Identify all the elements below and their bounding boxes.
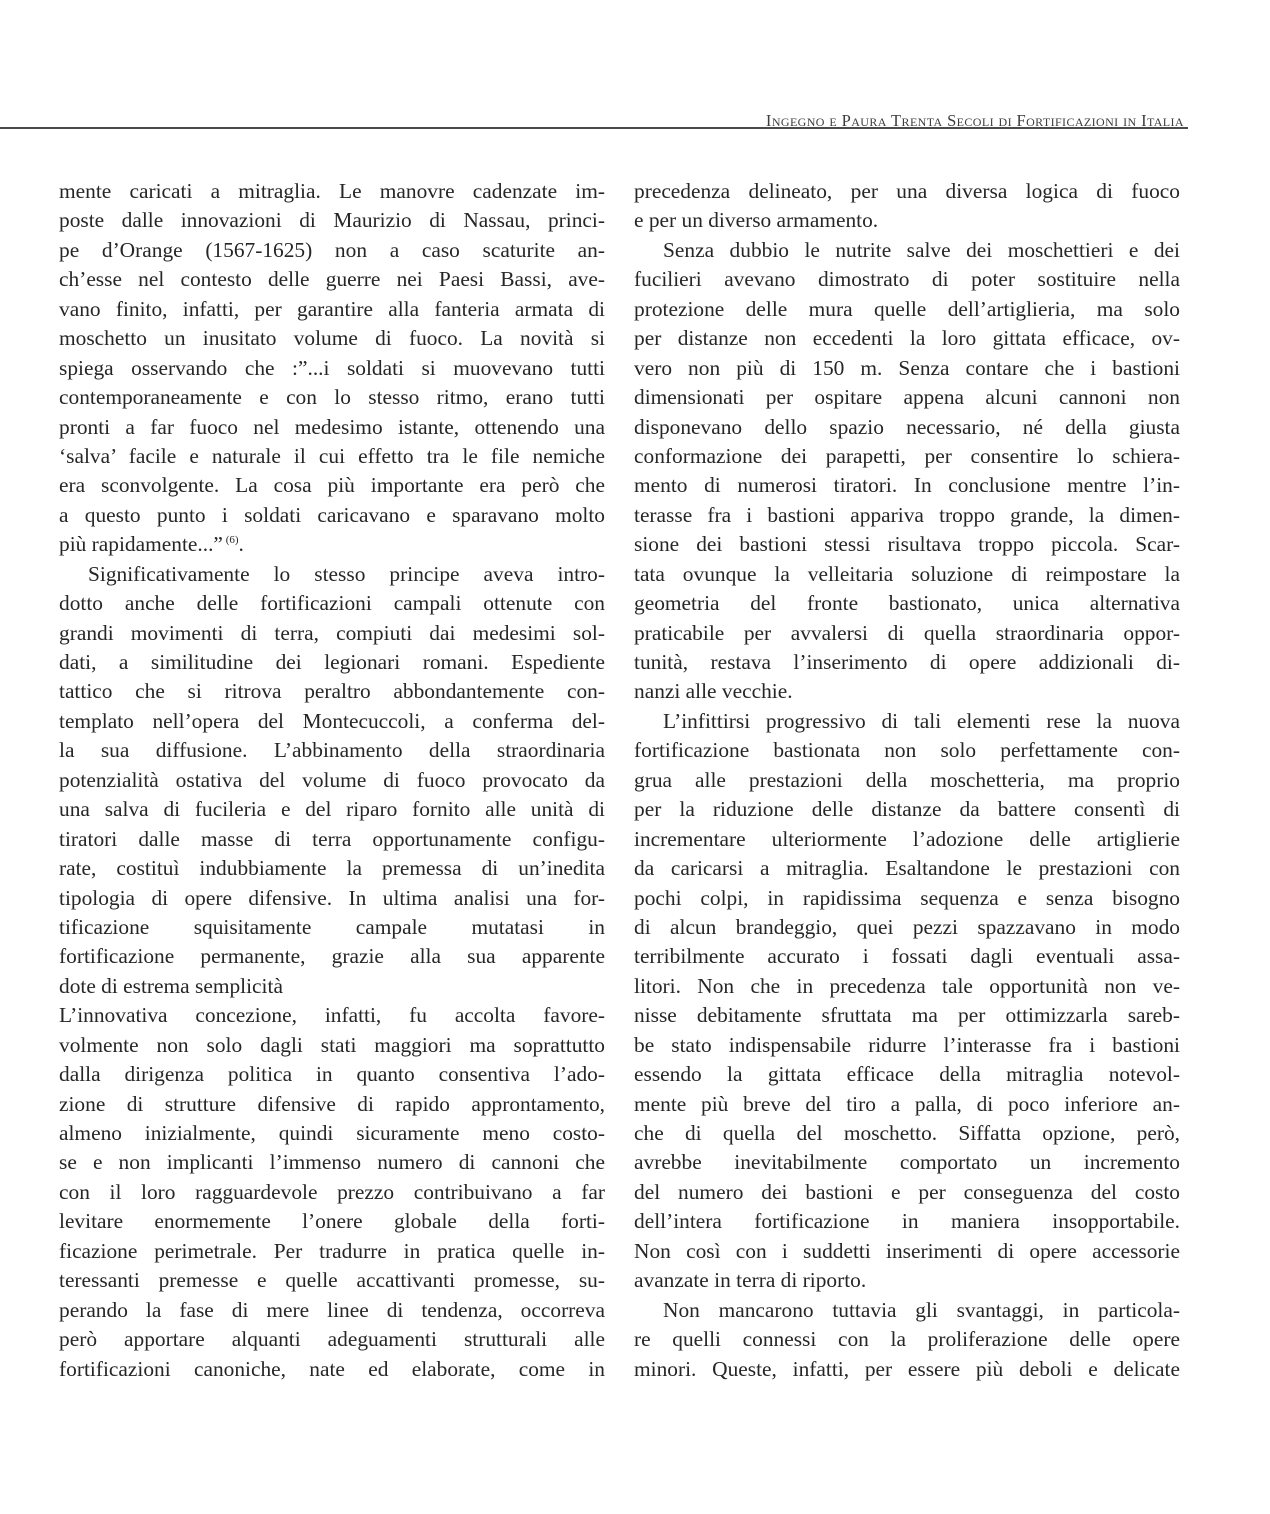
left-column-paragraph [59,1001,605,1384]
text-line: be stato indispensabile ridurre l’interasse fra i bastioni [634,1032,1180,1057]
text-line: sione dei bastioni stessi risultava troppo piccola. Scar- [634,532,1180,557]
text-line: minori. Queste, infatti, per essere più deboli e delicate [634,1356,1180,1381]
text-line: avanzate in terra di riporto. [634,1268,867,1293]
text-line: terribilmente accurato i fossati dagli eventuali assa- [634,944,1180,969]
text-line: tata ovunque la velleitaria soluzione di reimpostare la [634,561,1180,586]
text-line: se e non implicanti l’immenso numero di cannoni che [59,1150,605,1175]
text-line: Senza dubbio le nutrite salve dei moschettieri e dei [663,237,1180,262]
text-line: zione di strutture difensive di rapido approntamento, [59,1091,605,1116]
text-line: re quelli connessi con la proliferazione delle opere [634,1327,1180,1352]
text-line: nisse debitamente sfruttata ma per ottimizzarla sareb- [634,1003,1180,1028]
text-line: vero non più di 150 m. Senza contare che i bastioni [634,355,1180,380]
text-line: moschetto un inusitato volume di fuoco. La novità si [59,326,605,351]
text-line: ch’esse nel contesto delle guerre nei Paesi Bassi, ave- [59,267,605,292]
text-line: vano finito, infatti, per garantire alla fanteria armata di [59,296,605,321]
text-line: terasse fra i bastioni appariva troppo grande, la dimen- [634,502,1180,527]
text-line: la sua diffusione. L’abbinamento della straordinaria [59,738,605,763]
text-line: con il loro ragguardevole prezzo contribuivano a far [59,1179,605,1204]
text-line: pe d’Orange (1567-1625) non a caso scaturite an- [59,237,605,262]
text-line: litori. Non che in precedenza tale opportunità non ve- [634,973,1180,998]
text-line: e per un diverso armamento. [634,208,879,233]
right-column-paragraph [634,707,1180,1296]
text-line: dote di estrema semplicità [59,973,283,998]
text-line: levitare enormemente l’onere globale della forti- [59,1209,605,1234]
text-line: tunità, restava l’inserimento di opere addizionali di- [634,650,1180,674]
text-line: perando la fase di mere linee di tendenza, occorreva [59,1297,605,1322]
running-title: Ingegno e Paura Trenta Secoli di Fortificazioni in Italia [765,111,1184,130]
text-line: ‘salva’ facile e naturale il cui effetto tra le file nemiche [59,443,605,468]
footnote-trailing-punctuation: . [238,532,244,557]
text-line: fucilieri avevano dimostrato di poter sostituire nella [634,267,1180,292]
text-line: contemporaneamente e con lo stesso ritmo, erano tutti [59,385,605,410]
text-line: essendo la gittata efficace della mitraglia notevol- [634,1062,1180,1087]
text-line: mente caricati a mitraglia. Le manovre cadenzate im- [59,179,605,203]
text-line: teressanti premesse e quelle accattivanti promesse, su- [59,1268,605,1293]
text-line: rate, costituì indubbiamente la premessa di un’inedita [59,856,605,881]
text-line: da caricarsi a mitraglia. Esaltandone le prestazioni con [634,856,1180,881]
text-line: dalla dirigenza politica in quanto consentiva l’ado- [59,1062,605,1087]
text-line: più rapidamente...” $^{(6)}$. [59,532,244,557]
text-line: una salva di fucileria e del riparo fornito alle unità di [59,797,605,822]
text-line: geometria del fronte bastionato, unica alternativa [634,591,1180,616]
right-column-paragraph [634,177,1180,236]
text-line: praticabile per avvalersi di quella straordinaria oppor- [634,620,1180,645]
text-line: avrebbe inevitabilmente comportato un incremento [634,1150,1180,1175]
text-line: tiratori dalle masse di terra opportunamente configu- [59,826,605,851]
text-line: tattico che si ritrova peraltro abbondantemente con- [59,679,605,704]
text-line: che di quella del moschetto. Siffatta opzione, però, [634,1121,1180,1145]
right-column-paragraph [634,1296,1180,1384]
text-line: dotto anche delle fortificazioni campali ottenute con [59,591,605,616]
text-line: L’infittirsi progressivo di tali elementi rese la nuova [663,708,1180,733]
footnote-reference: (6) [222,534,239,547]
text-line: precedenza delineato, per una diversa logica di fuoco [634,179,1180,203]
text-line: dimensionati per ospitare appena alcuni cannoni non [634,385,1180,410]
right-text-column [634,177,1180,1384]
text-line: dati, a similitudine dei legionari romani. Espediente [59,650,605,674]
text-line: Significativamente lo stesso principe aveva intro- [88,561,605,586]
text-line: fortificazione permanente, grazie alla sua apparente [59,944,605,969]
text-line: almeno inizialmente, quindi sicuramente meno costo- [59,1121,605,1145]
text-line: protezione delle mura quelle dell’artiglieria, ma solo [634,296,1180,321]
text-line: conformazione dei parapetti, per consentire lo schiera- [634,443,1180,468]
text-line: L’innovativa concezione, infatti, fu accolta favore- [59,1003,605,1028]
text-line: tipologia di opere difensive. In ultima analisi una for- [59,885,605,910]
text-line: per distanze non eccedenti la loro gittata efficace, ov- [634,326,1180,351]
text-line: nanzi alle vecchie. [634,679,793,704]
text-line: templato nell’opera del Montecuccoli, a conferma del- [59,708,605,733]
text-line: poste dalle innovazioni di Maurizio di Nassau, princi- [59,208,605,233]
text-line: grandi movimenti di terra, compiuti dai medesimi sol- [59,620,605,645]
text-line: Non così con i suddetti inserimenti di opere accessorie [634,1238,1180,1263]
left-column-paragraph [59,177,605,560]
text-line: incrementare ulteriormente l’adozione delle artiglierie [634,826,1180,851]
text-line: grua alle prestazioni della moschetteria, ma proprio [634,767,1180,792]
text-line: mento di numerosi tiratori. In conclusione mentre l’in- [634,473,1180,498]
text-line: volmente non solo dagli stati maggiori ma soprattutto [59,1032,605,1057]
text-line: di alcun brandeggio, quei pezzi spazzavano in modo [634,914,1180,939]
text-line: fortificazioni canoniche, nate ed elaborate, come in [59,1356,605,1381]
left-text-column [59,177,605,1384]
text-line: fortificazione bastionata non solo perfettamente con- [634,738,1180,763]
text-line: tificazione squisitamente campale mutatasi in [59,914,605,939]
text-line: disponevano dello spazio necessario, né della giusta [634,414,1180,439]
text-line: pronti a far fuoco nel medesimo istante, ottenendo una [59,414,605,439]
text-line: pochi colpi, in rapidissima sequenza e senza bisogno [634,885,1180,910]
text-line: potenzialità ostativa del volume di fuoco provocato da [59,767,605,792]
left-column-paragraph [59,560,605,1002]
text-line: a questo punto i soldati caricavano e sparavano molto [59,502,605,527]
text-line: mente più breve del tiro a palla, di poco inferiore an- [634,1091,1180,1116]
text-line: però apportare alquanti adeguamenti strutturali alle [59,1327,605,1352]
right-column-paragraph [634,236,1180,707]
text-line: Non mancarono tuttavia gli svantaggi, in particola- [663,1297,1180,1322]
text-line: dell’intera fortificazione in maniera insopportabile. [634,1209,1180,1234]
text-line: ficazione perimetrale. Per tradurre in pratica quelle in- [59,1238,605,1263]
text-line: del numero dei bastioni e per conseguenza del costo [634,1179,1180,1204]
text-line: era sconvolgente. La cosa più importante era però che [59,473,605,498]
text-line: spiega osservando che :”...i soldati si muovevano tutti [59,355,605,380]
text-line: per la riduzione delle distanze da battere consentì di [634,797,1180,822]
